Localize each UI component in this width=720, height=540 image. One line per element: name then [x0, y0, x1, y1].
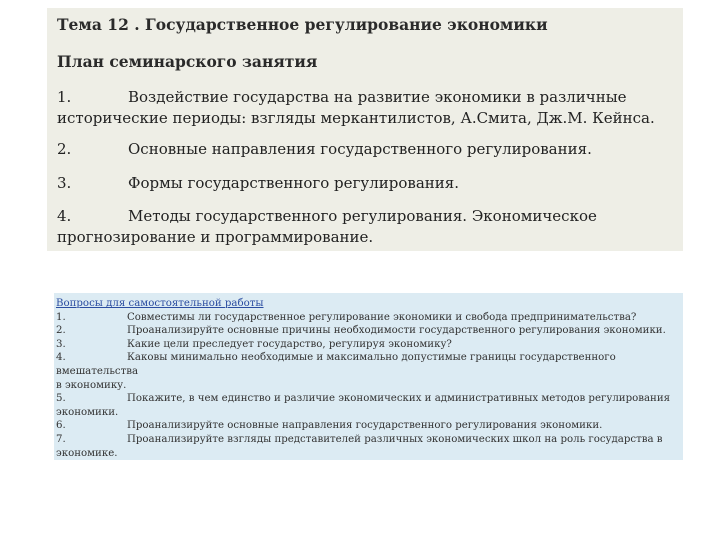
question-number: 1. — [56, 311, 66, 323]
question-item — [54, 433, 683, 447]
question-text: Покажите, в чем единство и различие экономических и административных методов регулирования — [127, 393, 671, 405]
question-item — [54, 338, 683, 352]
seminar-plan-panel — [47, 8, 683, 251]
question-item — [54, 419, 683, 433]
question-number: 7. — [56, 433, 66, 445]
question-text: Совместимы ли государственное регулирование экономики и свобода предпринимательства? — [127, 311, 637, 323]
plan-item-text: Воздействие государства на развитие экономики в различные — [128, 88, 627, 106]
question-text: Какие цели преследует государство, регулируя экономику? — [127, 338, 452, 350]
plan-item — [57, 173, 677, 194]
plan-item — [57, 139, 677, 160]
question-text: Проанализируйте основные направления государственного регулирования экономики. — [127, 420, 603, 432]
question-number: 4. — [56, 352, 66, 364]
plan-item-number: 2. — [57, 140, 72, 158]
question-text: Каковы минимально необходимые и максимально допустимые границы государственного вмешательства — [56, 352, 616, 377]
plan-item-continuation: прогнозирование и программирование. — [57, 228, 374, 246]
question-item — [54, 311, 683, 325]
question-text: Проанализируйте взгляды представителей различных экономических школ на роль государства в — [127, 433, 663, 445]
question-text: Проанализируйте основные причины необходимости государственного регулирования экономики. — [127, 325, 666, 337]
plan-item-text: Формы государственного регулирования. — [128, 174, 459, 192]
self-study-questions-panel — [54, 293, 683, 460]
plan-item-text: Методы государственного регулирования. Экономическое — [128, 207, 597, 225]
question-continuation: экономике. — [56, 447, 118, 459]
plan-item-number: 3. — [57, 174, 72, 192]
question-item — [54, 392, 683, 406]
plan-item-continuation: исторические периоды: взгляды меркантилистов, А.Смита, Дж.М. Кейнса. — [57, 109, 655, 127]
plan-title: План семинарского занятия — [57, 52, 318, 71]
plan-item-number: 4. — [57, 207, 72, 225]
questions-heading[interactable]: Вопросы для самостоятельной работы — [56, 298, 264, 309]
question-continuation: в экономику. — [56, 379, 127, 391]
plan-item-text: Основные направления государственного регулирования. — [128, 140, 592, 158]
question-item — [54, 351, 683, 378]
plan-item-number: 1. — [57, 88, 72, 106]
question-number: 2. — [56, 325, 66, 337]
question-number: 6. — [56, 420, 66, 432]
question-number: 3. — [56, 338, 66, 350]
plan-item — [57, 206, 677, 248]
question-item — [54, 324, 683, 338]
question-continuation: экономики. — [56, 406, 119, 418]
topic-title: Тема 12 . Государственное регулирование экономики — [57, 15, 548, 34]
plan-item — [57, 87, 677, 129]
question-number: 5. — [56, 393, 66, 405]
